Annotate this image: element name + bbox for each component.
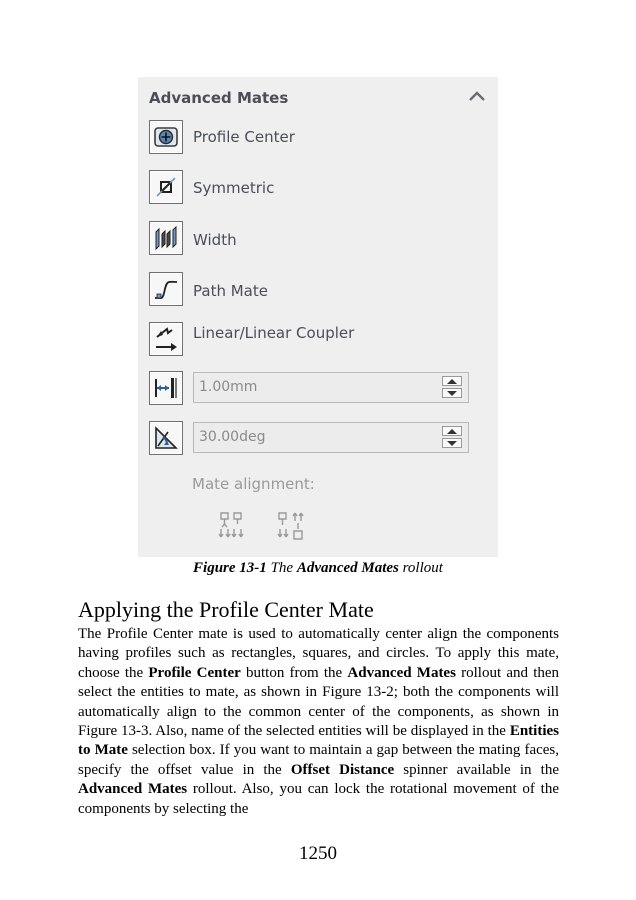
mate-alignment-label: Mate alignment: — [192, 475, 315, 493]
arrow-down-icon — [447, 391, 457, 396]
mate-row-symmetric[interactable] — [149, 170, 449, 206]
caption-figure-number: Figure 13-1 — [193, 560, 267, 576]
angle-spinner[interactable] — [193, 422, 469, 453]
arrow-up-icon — [447, 429, 457, 434]
mate-label: Path Mate — [193, 282, 268, 300]
advanced-mates-rollout — [138, 77, 498, 557]
text-run-bold: Advanced Mates — [78, 781, 188, 798]
profile-center-icon — [154, 125, 178, 149]
mate-label: Linear/Linear Coupler — [193, 324, 355, 342]
distance-increment-button[interactable] — [442, 376, 462, 386]
text-run: The Profile Center mate is used to automatically center align the components having profiles such as rectangles, squares, and circles. To apply this mate, choose the — [78, 626, 559, 681]
text-run-bold: Offset Distance — [290, 761, 395, 778]
angle-spinner-row — [149, 421, 479, 457]
angle-mate-button[interactable] — [149, 421, 183, 455]
mate-row-profile-center[interactable] — [149, 120, 449, 156]
mate-row-linear-coupler[interactable] — [149, 322, 449, 358]
distance-spinner[interactable] — [193, 372, 469, 403]
text-run: spinner available in the — [394, 761, 559, 778]
distance-value: 1.00mm — [199, 379, 258, 395]
body-paragraph — [78, 625, 559, 819]
distance-spinner-arrows — [442, 376, 464, 399]
linear-coupler-button[interactable] — [149, 322, 183, 356]
angle-spinner-arrows — [442, 426, 464, 449]
angle-value: 30.00deg — [199, 429, 266, 445]
anti-aligned-icon[interactable] — [276, 509, 306, 543]
chevron-up-icon[interactable] — [468, 89, 486, 103]
section-heading: Applying the Profile Center Mate — [78, 597, 374, 622]
mate-row-path-mate[interactable] — [149, 272, 449, 308]
text-run: rollout and then select the entities to mate, as shown in Figure 13-2; both the components will automatically align to the common center of the components, as shown in Figure 13-3. Also, name of the selected entities will be displayed in the — [78, 664, 560, 740]
page-number: 1250 — [299, 843, 337, 864]
figure-caption — [0, 560, 636, 577]
text-run-bold: Entities to Mate — [78, 723, 559, 759]
text-run: selection box. If you want to maintain a gap between the mating faces, specify the offset value in the — [78, 742, 559, 778]
caption-the: The — [270, 560, 294, 576]
width-icon — [154, 226, 178, 250]
angle-icon — [154, 426, 178, 450]
mate-row-width[interactable] — [149, 221, 449, 257]
text-run: rollout. Also, you can lock the rotational movement of the components by selecting the — [78, 781, 559, 817]
caption-rollout-name: Advanced Mates — [296, 560, 399, 576]
arrow-up-icon — [447, 379, 457, 384]
path-mate-button[interactable] — [149, 272, 183, 306]
mate-label: Width — [193, 231, 237, 249]
arrow-down-icon — [447, 441, 457, 446]
path-mate-icon — [154, 277, 178, 301]
mate-label: Symmetric — [193, 179, 275, 197]
aligned-icon[interactable] — [218, 509, 248, 543]
distance-mate-button[interactable] — [149, 371, 183, 405]
symmetric-button[interactable] — [149, 170, 183, 204]
angle-increment-button[interactable] — [442, 426, 462, 436]
angle-decrement-button[interactable] — [442, 438, 462, 448]
linear-coupler-icon — [154, 327, 178, 351]
profile-center-button[interactable] — [149, 120, 183, 154]
text-run: button from the — [240, 664, 348, 681]
distance-icon — [154, 376, 178, 400]
rollout-title: Advanced Mates — [149, 89, 289, 107]
width-button[interactable] — [149, 221, 183, 255]
mate-label: Profile Center — [193, 128, 295, 146]
symmetric-icon — [154, 175, 178, 199]
distance-decrement-button[interactable] — [442, 388, 462, 398]
caption-rest: rollout — [402, 560, 443, 576]
text-run-bold: Profile Center — [148, 664, 241, 681]
distance-spinner-row — [149, 371, 479, 407]
text-run-bold: Advanced Mates — [347, 664, 456, 681]
